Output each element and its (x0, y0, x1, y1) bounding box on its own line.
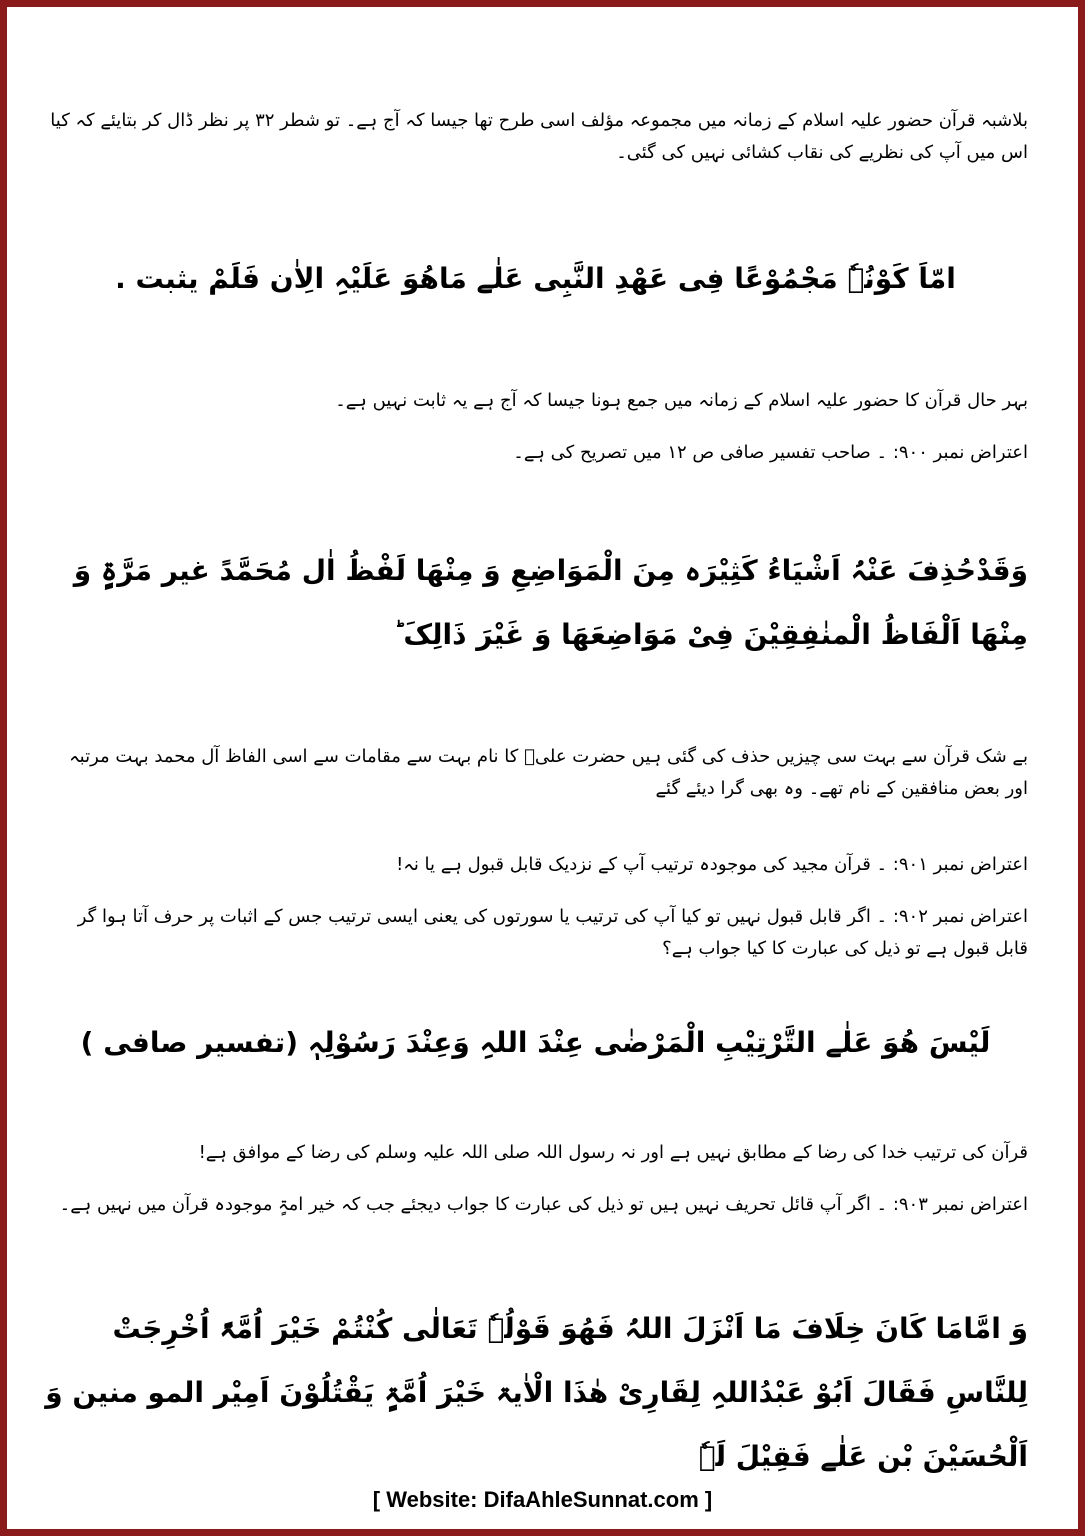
arabic-quote-2: وَقَدْحُذِفَ عَنْہُ اَشْیَاءُ کَثِیْرَہ مِنَ الْمَوَاضِعِ وَ مِنْھَا لَفْظُ اٰل مُحَمَّدً غیر مَرَّۃٍ وَ مِنْھَا اَلْفَاظُ الْمنٰفِقِیْنَ فِیْ مَوَاضِعَھَا وَ غَیْرَ ذَالِکَ ؕ (73, 554, 1028, 651)
urdu-paragraph-3: بے شک قرآن سے بہت سی چیزیں حذف کی گئی ہیں حضرت علیؓ کا نام بہت سے مقامات سے اسی الفاظ آل محمد بہت مرتبہ اور بعض منافقین کے نام تھے۔ وہ بھی گرا دیئے گئے (69, 746, 1028, 799)
urdu-paragraph-1: بلاشبہ قرآن حضور علیہ اسلام کے زمانہ میں مجموعہ مؤلف اسی طرح تھا جیسا کہ آج ہے۔ تو شطر ۳۲ پر نظر ڈال کر بتایئے کہ کیا اس میں آپ کی نظریے کی نقاب کشائی نہیں کی گئی۔ (50, 110, 1028, 163)
objection-900: اعتراض نمبر ۹۰۰: ۔ صاحب تفسیر صافی ص ۱۲ میں تصریح کی ہے۔ (513, 442, 1028, 463)
arabic-quote-3: لَیْسَ ھُوَ عَلٰے التَّرْتِیْبِ الْمَرْضٰی عِنْدَ اللہِ وَعِنْدَ رَسُوْلِہٖ (تفسیر صافی ) (80, 1026, 991, 1059)
objection-903: اعتراض نمبر ۹۰۳: ۔ اگر آپ قائل تحریف نہیں ہیں تو ذیل کی عبارت کا جواب دیجئے جب کہ خیر امۃٍ موجودہ قرآن میں نہیں ہے۔ (59, 1194, 1028, 1215)
page-content (45, 7, 1028, 1529)
arabic-quote-4: وَ امَّامَا کَانَ خِلَافَ مَا اَنْزَلَ اللہُ فَھُوَ قَوْلُہٗ تَعَالٰی کُنْتُمْ خَیْرَ اُمَّۃً اُخْرِجَتْ لِلنَّاسِ فَقَالَ اَبُوْ عَبْدُاللہِ لِقَارِیْ ھٰذَا الْاٰیۃ خَیْرَ اُمَّۃٍ یَقْتُلُوْنَ اَمِیْر المو منین وَ اَلْحُسَیْنَ بْن عَلٰے فَقِیْلَ لَہٗ (45, 1312, 1028, 1473)
objection-901: اعتراض نمبر ۹۰۱: ۔ قرآن مجید کی موجودہ ترتیب آپ کے نزدیک قابل قبول ہے یا نہ! (396, 854, 1028, 875)
urdu-paragraph-2: بہر حال قرآن کا حضور علیہ اسلام کے زمانہ میں جمع ہونا جیسا کہ آج ہے یہ ثابت نہیں ہے۔ (335, 390, 1028, 411)
website-footer: [ Website: DifaAhleSunnat.com ] (372, 1487, 713, 1512)
objection-902: اعتراض نمبر ۹۰۲: ۔ اگر قابل قبول نہیں تو کیا آپ کی ترتیب یا سورتوں کی یعنی ایسی ترتیب جس کے اثبات پر حرف آتا ہوا گر قابل قبول ہے تو ذیل کی عبارت کا کیا جواب ہے؟ (77, 906, 1028, 959)
arabic-quote-1: امّاَ کَوْنُہٗ مَجْمُوْعًا فِی عَھْدِ النَّبِی عَلٰے مَاھُوَ عَلَیْہِ الِاٰن فَلَمْ یثبت . (115, 262, 956, 295)
urdu-paragraph-4: قرآن کی ترتیب خدا کی رضا کے مطابق نہیں ہے اور نہ رسول اللہ صلی اللہ علیہ وسلم کی رضا کے موافق ہے! (198, 1142, 1028, 1163)
